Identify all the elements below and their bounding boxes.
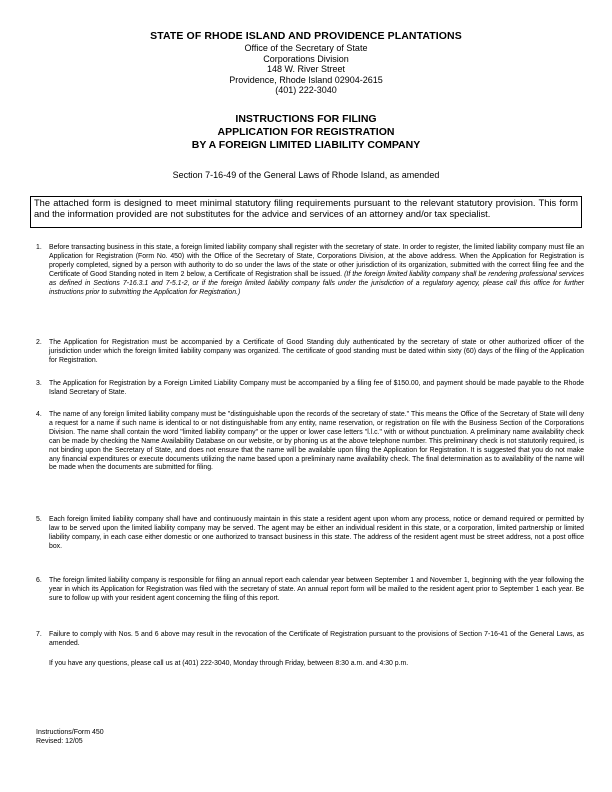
item-text: Failure to comply with Nos. 5 and 6 above may result in the revocation of the Certificate of Registration pursuant to the provisions of Section 7-16-41 of the General Laws, as amended. xyxy=(49,631,584,647)
item-number: 5. xyxy=(36,516,42,523)
item-text: The Application for Registration must be accompanied by a Certificate of Good Standing duly authenticated by the secretary of state or other authorized officer of the jurisdiction under which the foreign limited liability company was organized. The certificate of good standing must be dated within sixty (60) days of the filing of the Application for Registration. xyxy=(49,339,584,364)
item-number: 6. xyxy=(36,577,42,584)
list-item-3 xyxy=(36,380,584,398)
item-text xyxy=(49,244,584,297)
document-title xyxy=(0,113,612,153)
item-number: 4. xyxy=(36,411,42,418)
division-name: Corporations Division xyxy=(263,53,349,64)
item-number: 2. xyxy=(36,339,42,346)
title-line-2: APPLICATION FOR REGISTRATION xyxy=(217,126,395,139)
item-number: 7. xyxy=(36,631,42,638)
statute-reference: Section 7-16-49 of the General Laws of Rhode Island, as amended xyxy=(172,170,440,180)
list-item-2 xyxy=(36,339,584,366)
list-item-7 xyxy=(36,631,584,649)
list-item-5 xyxy=(36,516,584,552)
list-item-6 xyxy=(36,577,584,604)
item-text: Each foreign limited liability company shall have and continuously maintain in this state a resident agent upon whom any process, notice or demand required or permitted by law to be served upon the limited liability company may be served. The agent may be either an individual resident in this state, or a corporation, limited partnership or limited liability company, in each case either domestic or one authorized to transact business in this state. The address of the resident agent must be street address, not a post office box. xyxy=(49,516,584,550)
item-number: 1. xyxy=(36,244,42,251)
item-text: The Application for Registration by a Foreign Limited Liability Company must be accompanied by a filing fee of $150.00, and payment should be made payable to the Rhode Island Secretary of State. xyxy=(49,380,584,396)
title-line-3: BY A FOREIGN LIMITED LIABILITY COMPANY xyxy=(191,139,421,152)
state-title: STATE OF RHODE ISLAND AND PROVIDENCE PLANTATIONS xyxy=(150,30,462,42)
title-line-1: INSTRUCTIONS FOR FILING xyxy=(235,113,377,125)
list-item-1 xyxy=(36,244,584,297)
city-address: Providence, Rhode Island 02904-2615 xyxy=(229,74,383,85)
contact-note: If you have any questions, please call us at (401) 222-3040, Monday through Friday, between 8:30 a.m. and 4:30 p.m. xyxy=(49,660,409,667)
item-number: 3. xyxy=(36,380,42,387)
street-address: 148 W. River Street xyxy=(266,64,346,75)
list-item-4 xyxy=(36,411,584,473)
office-name: Office of the Secretary of State xyxy=(244,43,368,53)
revision-date: Revised: 12/05 xyxy=(36,738,83,745)
item-body: Before transacting business in this state, a foreign limited liability company shall register with the secretary of state. In order to register, the limited liability company must file an Application for Registration (Form No. 450) with the Office of the Secretary of State, Corporations Division, at the above address. When the Application for Registration is properly completed, signed by a person with authority to do so under the laws of the state or other jurisdiction of its organization, submitted with the correct filing fee and the Certificate of Good Standing noted in Item 2 below, a Certificate of Registration shall be issued. xyxy=(49,244,584,278)
item-text: The foreign limited liability company is responsible for filing an annual report each calendar year between September 1 and November 1, beginning with the year following the year in which its Application for Registration was filed with the secretary of state. An annual report form will be mailed to the resident agent prior to September 1 each year. Be sure to follow up with your resident agent concerning the filing of this report. xyxy=(49,577,584,602)
phone-number: (401) 222-3040 xyxy=(275,85,337,96)
form-id: Instructions/Form 450 xyxy=(36,729,104,736)
form-footer xyxy=(36,728,104,746)
item-italic-note: (If the foreign limited liability company shall be rendering professional services as defined in Sections 7-16.3.1 and 7-5.1-2, or if the foreign limited liability company falls under the jurisdiction of a regulatory agency, please call this office for further instructions prior to submitting the Application for Registration.) xyxy=(49,270,584,296)
disclaimer-box: The attached form is designed to meet minimal statutory filing requirements pursuant to the relevant statutory provision. This form and the information provided are not substitutes for the advice and services of an attorney and/or tax specialist. xyxy=(30,196,582,228)
item-text: The name of any foreign limited liability company must be "distinguishable upon the records of the secretary of state." This means the Office of the Secretary of State will deny a request for a name if such name is identical to or not distinguishable from any entity, name reservation, or registration on file with the Business Section of the Corporations Division. The name shall contain the word "limited liability company" or the upper or lower case letters "l.l.c." with or without punctuation. A preliminary name availability check can be made by checking the Name Availability Database on our website, or by phoning us at the above telephone number. This preliminary check is not statutorily required, is not binding upon the Secretary of State, and does not ensure that the name will be available upon filing the Application for Registration. It is suggested that you do not make any financial expenditures or execute documents utilizing the name based upon a preliminary name availability check. The final determination as to availability of the name will be made when the documents are submitted for filing. xyxy=(49,411,584,472)
letterhead xyxy=(0,30,612,96)
